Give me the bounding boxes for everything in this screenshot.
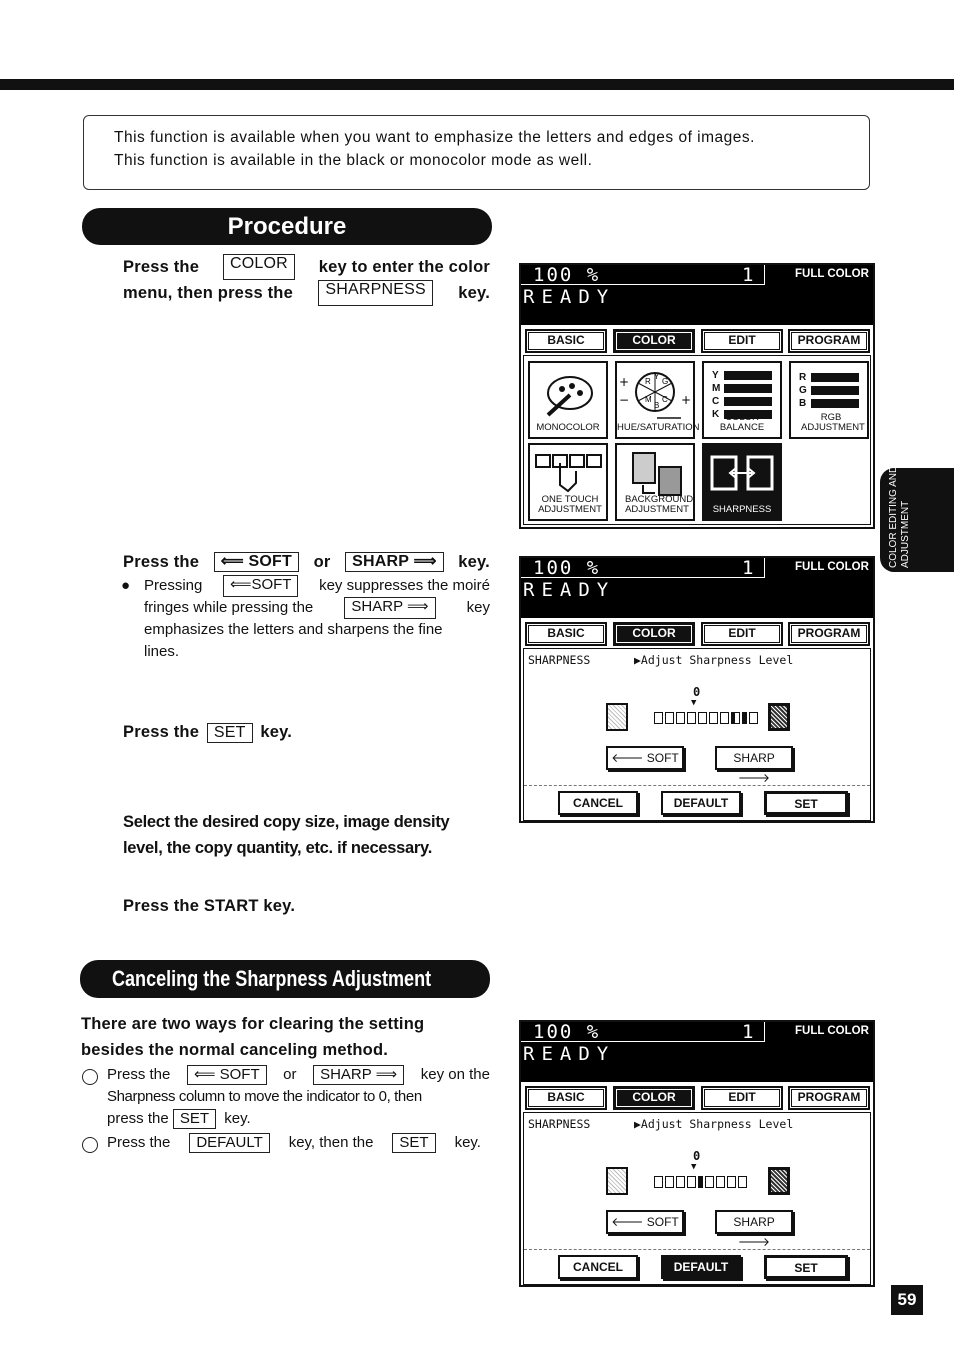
zoom-readout: 100 % — [521, 265, 765, 285]
set-button[interactable]: SET — [764, 1255, 848, 1279]
step-2-note — [121, 575, 490, 663]
step-2 — [123, 549, 490, 575]
indicator-arrow-icon: ▼ — [691, 1162, 697, 1172]
copy-count: 1 — [742, 557, 754, 579]
soft-key: ⟸ SOFT — [187, 1065, 267, 1085]
sharp-key — [345, 552, 444, 572]
sharpness-screen-2 — [519, 1020, 875, 1287]
soft-key: ⟸SOFT — [223, 575, 299, 597]
sharp-button-label: SHARP — [733, 751, 775, 765]
mode-indicator: FULL COLOR — [795, 1025, 869, 1037]
opt1-text: key. — [224, 1110, 251, 1127]
opt2-text: key. — [454, 1134, 481, 1151]
sharpness-panel — [523, 1112, 871, 1285]
status-message: READY — [523, 579, 616, 601]
set-key: SET — [392, 1133, 435, 1153]
default-button[interactable]: DEFAULT — [661, 791, 741, 815]
status-message: READY — [523, 286, 616, 308]
bullet-dot-icon: ● — [121, 577, 131, 594]
step-1-text: menu, then press the — [123, 284, 293, 302]
step-2-text: Press the — [123, 553, 200, 571]
option-circle-icon — [82, 1137, 98, 1153]
cb-letter: C — [712, 396, 720, 407]
sharp-key-label: SHARP — [320, 1066, 372, 1083]
step-1 — [123, 254, 490, 306]
sharp-key-label: SHARP — [351, 598, 403, 615]
divider — [524, 1249, 870, 1250]
color-function-grid — [523, 355, 871, 525]
svg-text:+: + — [619, 375, 630, 389]
palette-icon — [538, 369, 598, 421]
one-touch-icon — [532, 449, 604, 495]
sharpness-level-scale — [653, 707, 759, 726]
soft-key-label: SOFT — [219, 1066, 260, 1083]
note-text: key suppresses the moiré — [319, 577, 490, 594]
opt1-text: Press the — [107, 1066, 171, 1083]
step-1-text: Press the — [123, 258, 200, 276]
soft-key-label: SOFT — [251, 576, 292, 593]
opt1-text: or — [283, 1066, 297, 1083]
left-arrow-icon: 🡐 — [611, 751, 647, 765]
status-message: READY — [523, 1043, 616, 1065]
tab-program[interactable]: PROGRAM — [788, 329, 870, 353]
rgb-letter: B — [799, 398, 807, 409]
monocolor-button[interactable] — [528, 361, 608, 439]
sharpness-button[interactable] — [702, 443, 782, 521]
hue-wheel-icon — [617, 366, 693, 422]
right-arrow-icon: 🡒 — [737, 1235, 771, 1249]
background-adjustment-button[interactable] — [615, 443, 695, 521]
tab-basic[interactable]: BASIC — [525, 622, 607, 646]
tab-color[interactable]: COLOR — [613, 1086, 695, 1110]
hue-letter: B — [654, 401, 660, 410]
zero-mark: 0 — [693, 685, 701, 699]
rgb-letter: R — [799, 372, 807, 383]
top-rule — [0, 79, 954, 90]
set-key: SET — [207, 723, 253, 743]
mode-indicator: FULL COLOR — [795, 268, 869, 280]
hue-letter: M — [645, 395, 652, 404]
sharpness-screen-1 — [519, 556, 875, 823]
hue-saturation-label: HUE/SATURATION — [617, 422, 700, 433]
side-label-line: COLOR EDITING AND — [888, 465, 899, 568]
tab-edit[interactable]: EDIT — [701, 622, 783, 646]
right-arrow-icon: ⟹ — [408, 553, 437, 570]
screen-header — [521, 1022, 873, 1082]
step-1-text: key to enter the color — [318, 258, 490, 276]
section-side-label — [888, 465, 916, 568]
procedure-heading: Procedure — [82, 208, 492, 245]
rgb-adjustment-label: RGB ADJUSTMENT — [801, 412, 865, 433]
hue-letter: R — [645, 377, 651, 386]
screen-header — [521, 265, 873, 325]
step-3-text: key. — [260, 723, 293, 741]
side-label-line: ADJUSTMENT — [900, 500, 911, 568]
mode-indicator: FULL COLOR — [795, 561, 869, 573]
panel-title: SHARPNESS — [528, 653, 591, 667]
tab-basic[interactable]: BASIC — [525, 329, 607, 353]
opt1-text: press the — [107, 1110, 169, 1127]
note-text: emphasizes the letters and sharpens the fine — [144, 621, 443, 638]
step-1-text: key. — [458, 284, 490, 302]
lead-line: besides the normal canceling method. — [81, 1041, 389, 1059]
color-menu-screen — [519, 263, 875, 529]
step-4 — [123, 809, 490, 861]
left-arrow-icon: ⟸ — [220, 553, 249, 570]
screen-tabs — [523, 329, 871, 355]
sharp-document-icon — [768, 1167, 790, 1195]
sharpness-level-scale — [653, 1171, 748, 1190]
screen-tabs — [523, 1086, 871, 1112]
note-text: key — [466, 599, 490, 616]
step-3 — [123, 719, 292, 745]
rgb-letter: G — [799, 385, 807, 396]
set-key: SET — [173, 1109, 216, 1129]
sharp-key: SHARP ⟹ — [344, 597, 435, 619]
rgb-adjustment-button[interactable] — [789, 361, 869, 439]
step-4-line: level, the copy quantity, etc. if necessary. — [123, 839, 432, 857]
color-balance-label: COLOR BALANCE — [719, 412, 765, 433]
sharpness-panel — [523, 648, 871, 821]
rgb-letters — [799, 371, 807, 410]
sharpness-label: SHARPNESS — [712, 504, 772, 515]
cb-letter: Y — [712, 370, 719, 381]
indicator-arrow-icon: ▼ — [691, 698, 697, 708]
note-text: lines. — [144, 643, 180, 660]
canceling-heading — [80, 960, 490, 998]
hue-letter: C — [662, 395, 668, 404]
canceling-heading-text: Canceling the Sharpness Adjustment — [112, 966, 432, 991]
copy-count: 1 — [742, 1021, 754, 1043]
zero-mark: 0 — [693, 1149, 701, 1163]
hue-letter: Y — [654, 372, 660, 381]
opt1-text: Sharpness column to move the indicator to 0, then — [107, 1088, 422, 1105]
opt2-text: Press the — [107, 1134, 171, 1151]
set-button[interactable]: SET — [764, 791, 848, 815]
rgb-bars-icon — [811, 373, 859, 410]
color-balance-button[interactable] — [702, 361, 782, 439]
soft-button-label: SOFT — [646, 751, 679, 765]
default-button[interactable]: DEFAULT — [661, 1255, 741, 1279]
monocolor-label: MONOCOLOR — [536, 422, 600, 433]
sharp-button[interactable] — [715, 1210, 793, 1249]
soft-document-icon — [606, 1167, 628, 1195]
screen-header — [521, 558, 873, 618]
one-touch-adjustment-button[interactable] — [528, 443, 608, 521]
soft-key — [214, 552, 299, 572]
tab-edit[interactable]: EDIT — [701, 1086, 783, 1110]
intro-box — [83, 115, 870, 190]
note-text: Pressing — [144, 577, 203, 594]
panel-title: SHARPNESS — [528, 1117, 591, 1131]
intro-line-1: This function is available when you want to emphasize the letters and edges of images. — [114, 129, 755, 146]
opt1-text: key on the — [420, 1066, 490, 1083]
tab-program[interactable]: PROGRAM — [788, 1086, 870, 1110]
soft-button-label: SOFT — [646, 1215, 679, 1229]
one-touch-label: ONE TOUCH ADJUSTMENT — [538, 494, 602, 515]
soft-button[interactable] — [606, 746, 684, 770]
background-label: BACKGROUND ADJUSTMENT — [625, 494, 694, 515]
panel-hint: ▶Adjust Sharpness Level — [634, 1117, 794, 1131]
cancel-option-2 — [107, 1132, 481, 1154]
soft-document-icon — [606, 703, 628, 731]
sharp-document-icon — [768, 703, 790, 731]
cancel-button[interactable]: CANCEL — [558, 791, 638, 815]
step-3-text: Press the — [123, 723, 200, 741]
intro-line-2: This function is available in the black or monocolor mode as well. — [114, 152, 593, 169]
panel-hint: ▶Adjust Sharpness Level — [634, 653, 794, 667]
copy-count: 1 — [742, 264, 754, 286]
step-2-text: key. — [458, 553, 490, 571]
background-icon — [619, 449, 691, 497]
svg-text:−: − — [619, 393, 630, 407]
right-arrow-icon: 🡒 — [737, 771, 771, 785]
svg-text:+: + — [681, 393, 692, 407]
zoom-readout: 100 % — [521, 1022, 765, 1042]
sharp-key: SHARP ⟹ — [313, 1065, 404, 1085]
page-number: 59 — [891, 1285, 923, 1315]
note-text: fringes while pressing the — [144, 599, 314, 616]
hue-letter: G — [662, 377, 669, 386]
option-circle-icon — [82, 1069, 98, 1085]
cb-letter: M — [712, 383, 721, 394]
lead-line: There are two ways for clearing the setting — [81, 1015, 425, 1033]
cancel-button[interactable]: CANCEL — [558, 1255, 638, 1279]
tab-program[interactable]: PROGRAM — [788, 622, 870, 646]
sharpness-icon — [706, 451, 778, 499]
sharp-button[interactable] — [715, 746, 793, 785]
tab-basic[interactable]: BASIC — [525, 1086, 607, 1110]
step-2-text: or — [313, 553, 331, 571]
left-arrow-icon: 🡐 — [611, 1215, 647, 1229]
sharp-key-label: SHARP — [352, 553, 409, 570]
tab-color[interactable]: COLOR — [613, 329, 695, 353]
canceling-lead — [81, 1011, 490, 1063]
cb-letter: K — [712, 409, 720, 420]
step-5: Press the START key. — [123, 897, 296, 915]
screen-tabs — [523, 622, 871, 648]
color-key: COLOR — [223, 254, 295, 280]
soft-button[interactable] — [606, 1210, 684, 1234]
opt2-text: key, then the — [288, 1134, 374, 1151]
soft-key-label: SOFT — [248, 553, 292, 570]
hue-saturation-button[interactable] — [615, 361, 700, 439]
cancel-option-1 — [107, 1064, 490, 1130]
step-4-line: Select the desired copy size, image density — [123, 813, 450, 831]
tab-color[interactable]: COLOR — [613, 622, 695, 646]
zoom-readout: 100 % — [521, 558, 765, 578]
default-key: DEFAULT — [189, 1133, 269, 1153]
sharp-button-label: SHARP — [733, 1215, 775, 1229]
divider — [524, 785, 870, 786]
sharpness-key: SHARPNESS — [318, 280, 433, 306]
tab-edit[interactable]: EDIT — [701, 329, 783, 353]
